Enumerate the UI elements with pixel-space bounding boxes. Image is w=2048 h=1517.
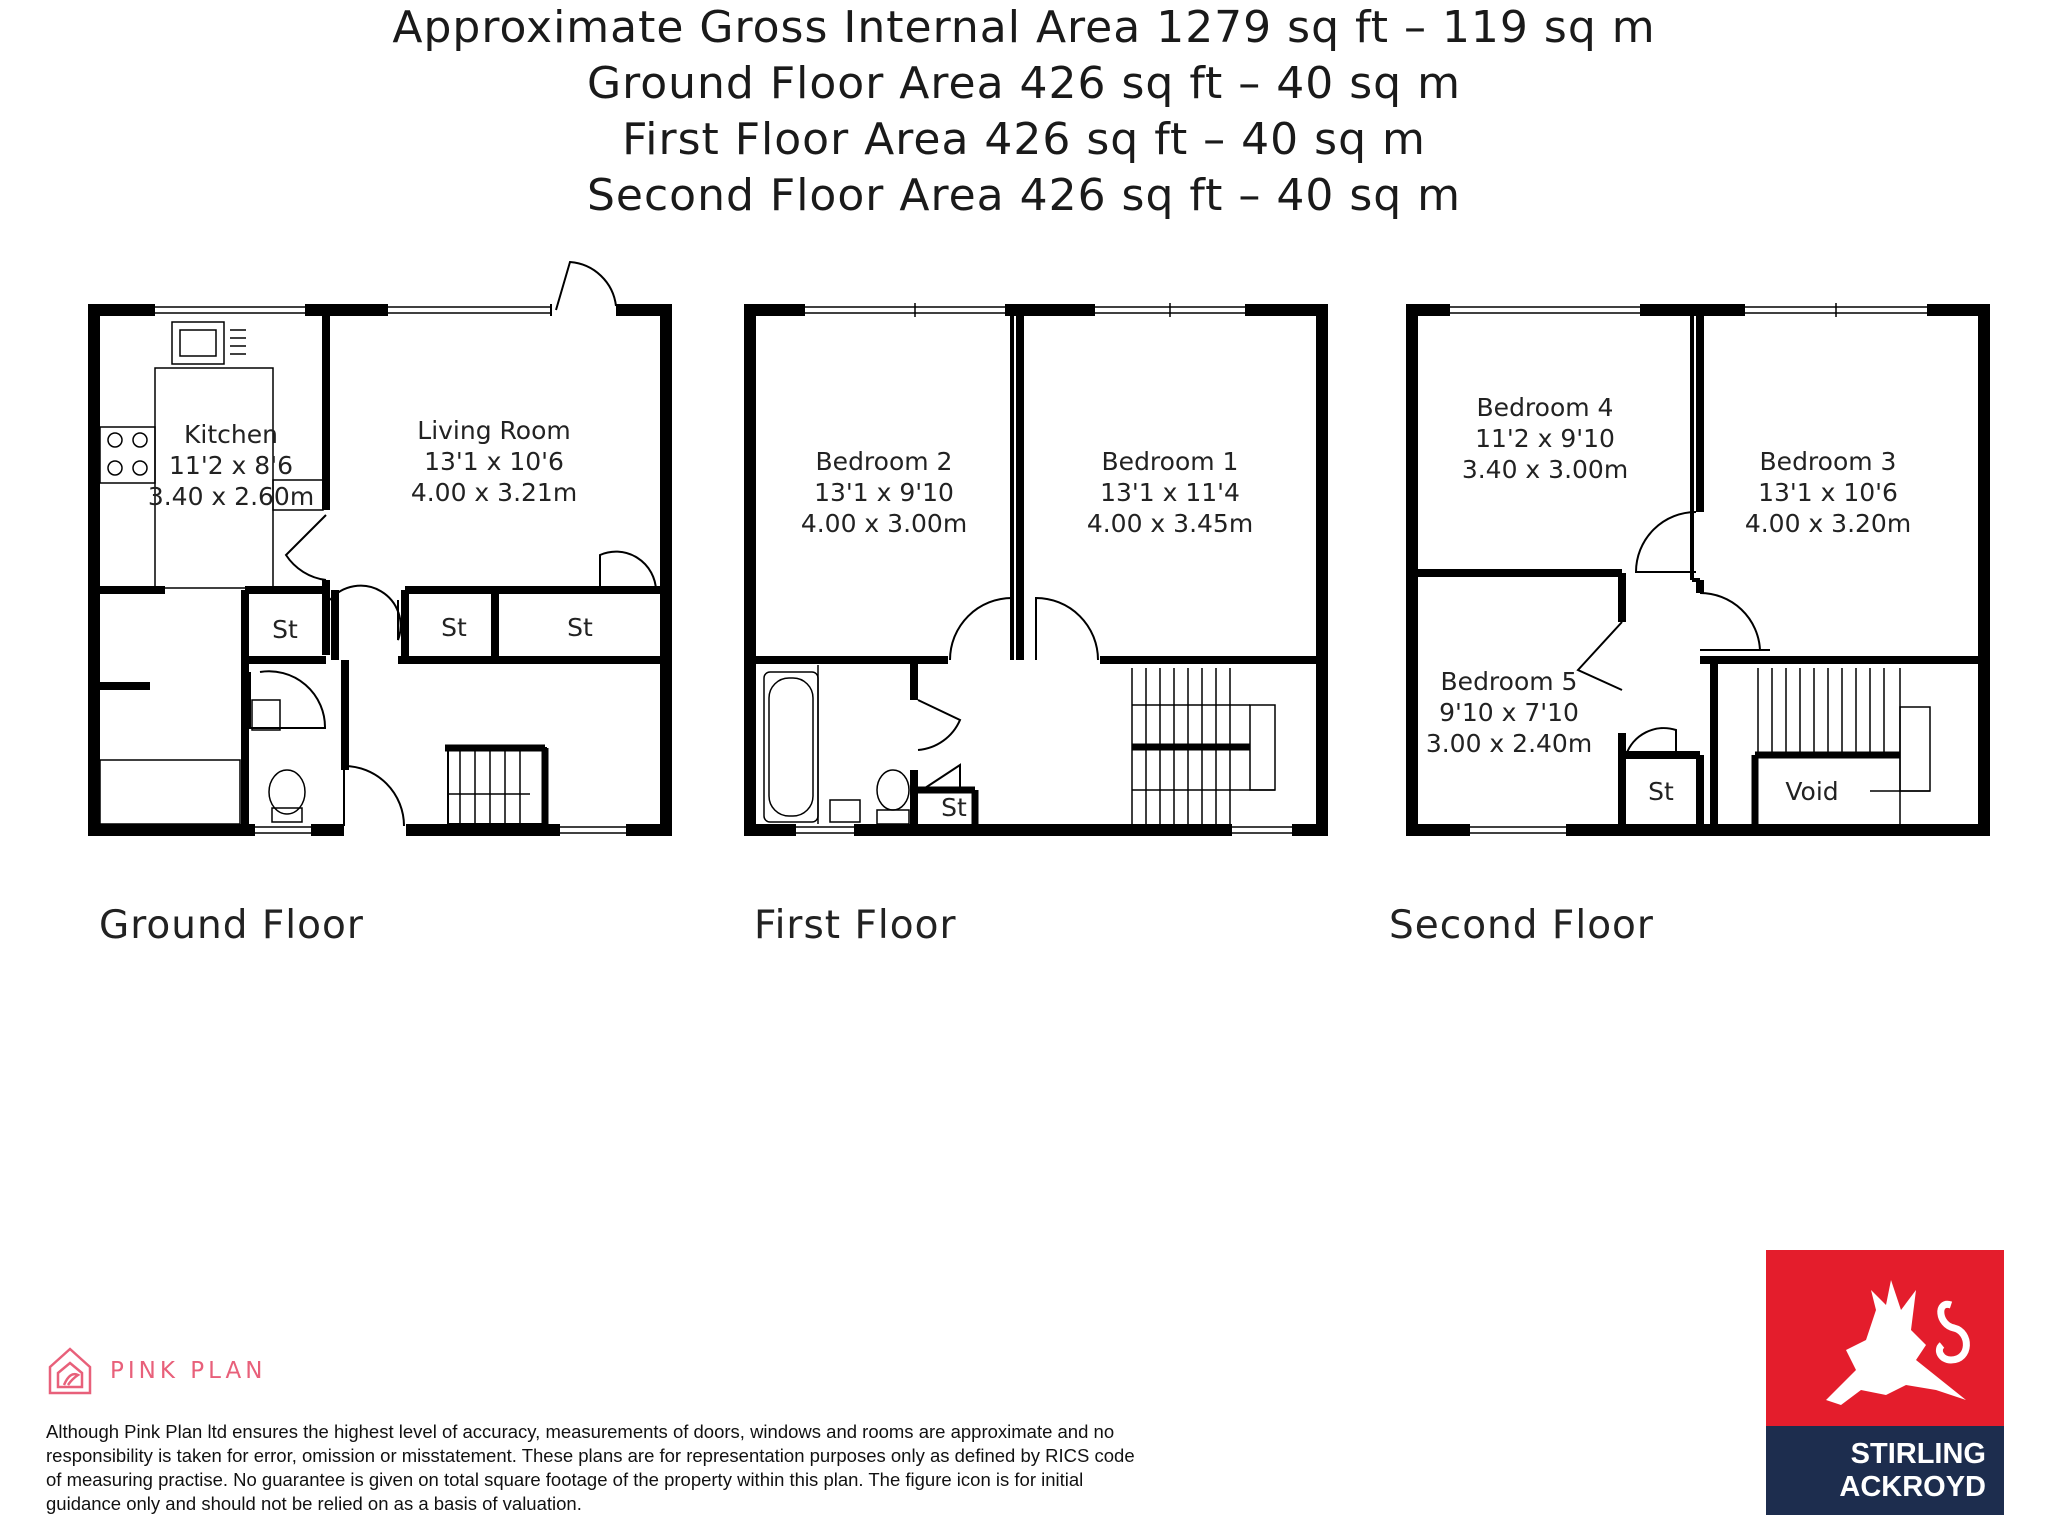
- griffin-emblem: [1766, 1250, 2004, 1426]
- first-floor-title: First Floor: [754, 903, 957, 948]
- second-floor-area-line: Second Floor Area 426 sq ft – 40 sq m: [586, 170, 1462, 221]
- bedroom-2-metric: 4.00 x 3.00m: [800, 509, 968, 538]
- bedroom-3-label: Bedroom 3: [1759, 447, 1897, 476]
- house-logo-icon: [46, 1345, 94, 1397]
- store-label: St: [441, 613, 467, 642]
- bedroom-3-imperial: 13'1 x 10'6: [1758, 478, 1898, 507]
- void-label: Void: [1785, 777, 1839, 806]
- logo-line-1: STIRLING: [1850, 1438, 1986, 1470]
- logo-line-2: ACKROYD: [1839, 1471, 1986, 1503]
- bedroom-3-metric: 4.00 x 3.20m: [1744, 509, 1912, 538]
- gross-area-line: Approximate Gross Internal Area 1279 sq ft – 119 sq m: [392, 2, 1656, 53]
- bedroom-2-label: Bedroom 2: [815, 447, 953, 476]
- kitchen-label: Kitchen: [184, 420, 278, 449]
- kitchen-imperial: 11'2 x 8'6: [169, 451, 293, 480]
- living-room-label: Living Room: [417, 416, 571, 445]
- griffin-icon: [1766, 1250, 2004, 1426]
- bedroom-1-metric: 4.00 x 3.45m: [1086, 509, 1254, 538]
- ground-floor-plan: [94, 262, 666, 837]
- store-label: St: [941, 793, 967, 822]
- living-room-imperial: 13'1 x 10'6: [424, 447, 564, 476]
- brand-name: PINK PLAN: [110, 1358, 267, 1384]
- first-floor-labels: [754, 447, 1253, 948]
- store-label: St: [567, 613, 593, 642]
- bedroom-4-imperial: 11'2 x 9'10: [1475, 424, 1615, 453]
- first-floor-area-line: First Floor Area 426 sq ft – 40 sq m: [622, 114, 1426, 165]
- stirling-ackroyd-logo: [1766, 1250, 2004, 1515]
- second-floor-title: Second Floor: [1389, 903, 1654, 948]
- bedroom-2-imperial: 13'1 x 9'10: [814, 478, 954, 507]
- store-label: St: [1648, 777, 1674, 806]
- bedroom-5-label: Bedroom 5: [1440, 667, 1578, 696]
- living-room-metric: 4.00 x 3.21m: [410, 478, 578, 507]
- bedroom-4-label: Bedroom 4: [1476, 393, 1614, 422]
- disclaimer-text: Although Pink Plan ltd ensures the highest level of accuracy, measurements of doors, windows and rooms are approximate and no responsibility is taken for error, omission or misstatement. These plans are for representation purposes only as defined by RICS code of measuring practise. No guarantee is given on total square footage of the property within this plan. The figure icon is for initial guidance only and should not be relied on as a basis of valuation.: [46, 1421, 1135, 1514]
- pink-plan-brand: [46, 1345, 266, 1397]
- first-floor-plan: [750, 303, 1322, 837]
- bedroom-1-imperial: 13'1 x 11'4: [1100, 478, 1240, 507]
- bedroom-5-metric: 3.00 x 2.40m: [1425, 729, 1593, 758]
- bedroom-4-metric: 3.40 x 3.00m: [1461, 455, 1629, 484]
- ground-floor-title: Ground Floor: [99, 903, 364, 948]
- logo-wordmark: [1766, 1426, 2004, 1515]
- kitchen-metric: 3.40 x 2.60m: [147, 482, 315, 511]
- bedroom-5-imperial: 9'10 x 7'10: [1439, 698, 1579, 727]
- second-floor-labels: [1389, 393, 1911, 948]
- bedroom-1-label: Bedroom 1: [1101, 447, 1239, 476]
- ground-floor-area-line: Ground Floor Area 426 sq ft – 40 sq m: [587, 58, 1461, 109]
- store-label: St: [272, 615, 298, 644]
